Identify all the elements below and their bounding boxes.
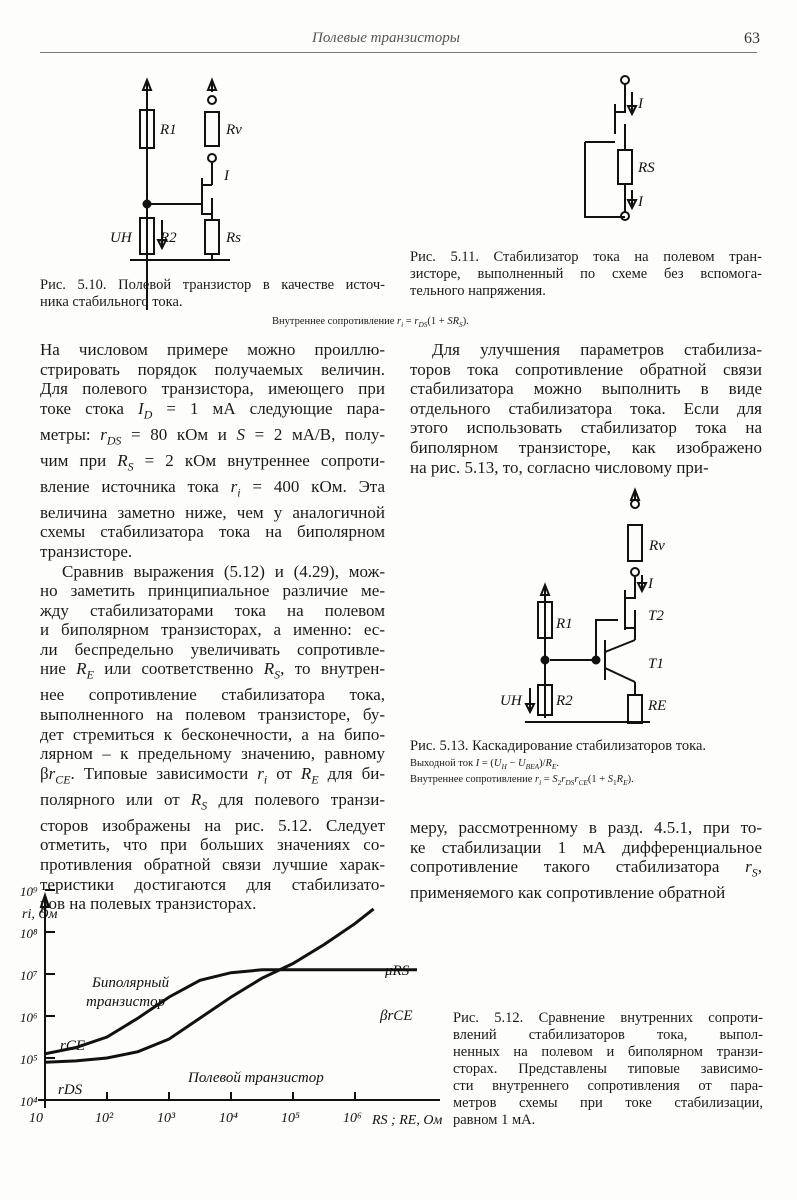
figure-5-11-note: Внутреннее сопротивление $r_i = r_{DS}(1 + SR_S)$. — [272, 316, 469, 330]
text-line: стрировать порядок получаемых величин. — [40, 359, 385, 379]
x-tick-label: 10² — [95, 1111, 114, 1126]
text-line: схемы стабилизатора тока на биполярном — [40, 522, 385, 542]
page-number: 63 — [744, 30, 760, 47]
text-line: ров на полевых транзисторах. — [40, 894, 257, 914]
label-r2: R2 — [160, 230, 177, 246]
label-t1: T1 — [648, 656, 664, 672]
label-rv: Rv — [649, 538, 665, 554]
label-rs: Rs — [226, 230, 241, 246]
label-minus: − — [614, 210, 625, 226]
text-line: нее сопротивление стабилизатора тока, — [40, 685, 385, 705]
text-line: биполярном транзисторе, как изображено — [410, 437, 762, 457]
figure-5-13-notes: Выходной ток $I = (U_H - U_{BEA})/R_E$. Внутреннее сопротивление $r_i = S_2r_{DS}r_{CE}(1 + S_1R_E)$. — [410, 758, 634, 788]
text-line: на рис. 5.13, то, согласно числовому при- — [410, 457, 709, 477]
text-line: сторов изображены на рис. 5.12. Следует — [40, 815, 385, 835]
figure-5-12-caption: Рис. 5.12. Сравнение внутренних сопроти- влений стабилизаторов тока, выпол- ненных на полевом и биполярном транзи- сторах. Представлены типовые зависимо- сти внутреннего сопротивления от пара- метров схемы при токе стабилизации, равном 1 мА. — [453, 1010, 763, 1128]
text-line: этого использовать стабилизатор тока на — [410, 418, 762, 438]
end-label-bipolar: βrCE — [380, 1008, 413, 1024]
y-tick-label: 10⁸ — [20, 926, 38, 941]
text-line: отметить, что при больших значениях со- — [40, 835, 385, 855]
start-label-bipolar: rCE — [60, 1038, 86, 1054]
text-line: ние $R_E$ или соответственно $R_S$, то внутрен- — [40, 659, 385, 682]
label-i: I — [648, 576, 653, 592]
text-line: меру, рассмотренному в разд. 4.5.1, при то- — [410, 818, 762, 837]
text-line: лярном – к предельному значению, равному — [40, 744, 385, 764]
start-label-fet: rDS — [58, 1082, 83, 1098]
label-uh: UH — [500, 693, 522, 709]
running-header: Полевые транзисторы — [312, 30, 460, 46]
text-line: теристики достигаются для стабилизато- — [40, 874, 385, 894]
text-line: Для полевого транзистора, имеющего при — [40, 379, 385, 399]
text-line: противления обратной связи лучшие харак- — [40, 854, 385, 874]
x-axis-label: RS ; RE, Ом — [372, 1113, 443, 1128]
text-line: дет стремиться к бесконечности, а на бипо- — [40, 724, 385, 744]
x-tick-label: 10⁵ — [281, 1111, 300, 1126]
label-r1: R1 — [160, 122, 177, 138]
x-tick-label: 10 — [29, 1111, 43, 1126]
series-label-fet: Полевой транзистор — [188, 1070, 324, 1086]
label-re: RE — [648, 698, 667, 714]
end-label-fet: μRS — [385, 963, 410, 979]
text-line: отдельного стабилизатора тока. Если для — [410, 398, 762, 418]
text-line: жду стабилизаторами тока на полевом — [40, 600, 385, 620]
y-tick-label: 10⁴ — [20, 1094, 38, 1109]
text-line: токе стока $I_D = 1$ мА следующие пара- — [40, 398, 385, 422]
x-tick-label: 10⁶ — [343, 1111, 362, 1126]
label-r2: R2 — [556, 693, 573, 709]
text-line: стабилизатора можно выполнить в виде — [410, 379, 762, 399]
y-tick-label: 10⁷ — [20, 968, 38, 983]
figure-5-13-caption: Рис. 5.13. Каскадирование стабилизаторов тока. — [410, 738, 707, 754]
text-line: чим при $R_S = 2$ кОм внутреннее сопроти- — [40, 450, 385, 474]
label-rs: RS — [638, 160, 655, 176]
text-line: выполненного на полевом транзисторе, бу- — [40, 705, 385, 725]
label-uh: UH — [110, 230, 132, 246]
label-rv: Rv — [226, 122, 242, 138]
y-tick-label: 10⁵ — [20, 1052, 38, 1067]
x-tick-label: 10⁴ — [219, 1111, 238, 1126]
text-line: применяемого как сопротивление обратной — [410, 883, 726, 903]
text-line: метры: $r_{DS} = 80$ кОм и S = 2 мА/В, полу- — [40, 424, 386, 448]
x-tick-label: 10³ — [157, 1111, 176, 1126]
text-line: Для улучшения параметров стабилиза- — [432, 340, 762, 359]
text-line: $\beta r_{CE}$. Типовые зависимости $r_i$ от $R_E$ для би- — [40, 763, 385, 787]
series-label-bipolar: транзистор — [86, 994, 166, 1010]
text-line: сопротивление такого стабилизатора $r_S$, — [410, 857, 762, 880]
series-label-bipolar: Биполярный — [92, 975, 170, 991]
text-line: но заметить принципиальное различие ме- — [40, 581, 385, 601]
label-i-out: I — [638, 194, 643, 210]
text-line: ке стабилизации 1 мА дифференциальное — [410, 837, 762, 857]
label-r1: R1 — [556, 616, 573, 632]
label-i: I — [638, 96, 643, 112]
text-line: На числовом примере можно проиллю- — [40, 340, 385, 359]
text-line: полярного или от $R_S$ для полевого транзи- — [40, 789, 385, 813]
text-line: вление источника тока $r_i = 400$ кОм. Эта — [40, 476, 385, 500]
text-line: величина заметно ниже, чем у аналогичной — [40, 502, 385, 522]
text-line: ли беспредельно увеличивать сопротивле- — [40, 639, 385, 659]
figure-5-10-caption: Рис. 5.10. Полевой транзистор в качестве источ- ника стабильного тока. — [40, 277, 385, 310]
figure-5-11-caption: Рис. 5.11. Стабилизатор тока на полевом тран- зисторе, выполненный по схеме без вспомога- тельного напряжения. — [410, 249, 762, 299]
label-i: I — [224, 168, 229, 184]
text-line: торов тока сопротивление обратной связи — [410, 359, 762, 379]
label-t2: T2 — [648, 608, 664, 624]
text-line: и биполярном транзисторах, а именно: ес- — [40, 620, 385, 640]
text-line: транзисторе. — [40, 541, 133, 561]
y-axis-label: ri, Ом — [22, 907, 58, 922]
text-line: Сравнив выражения (5.12) и (4.29), мож- — [62, 561, 385, 581]
y-tick-label: 10⁶ — [20, 1010, 38, 1025]
y-tick-label: 10⁹ — [20, 884, 38, 899]
